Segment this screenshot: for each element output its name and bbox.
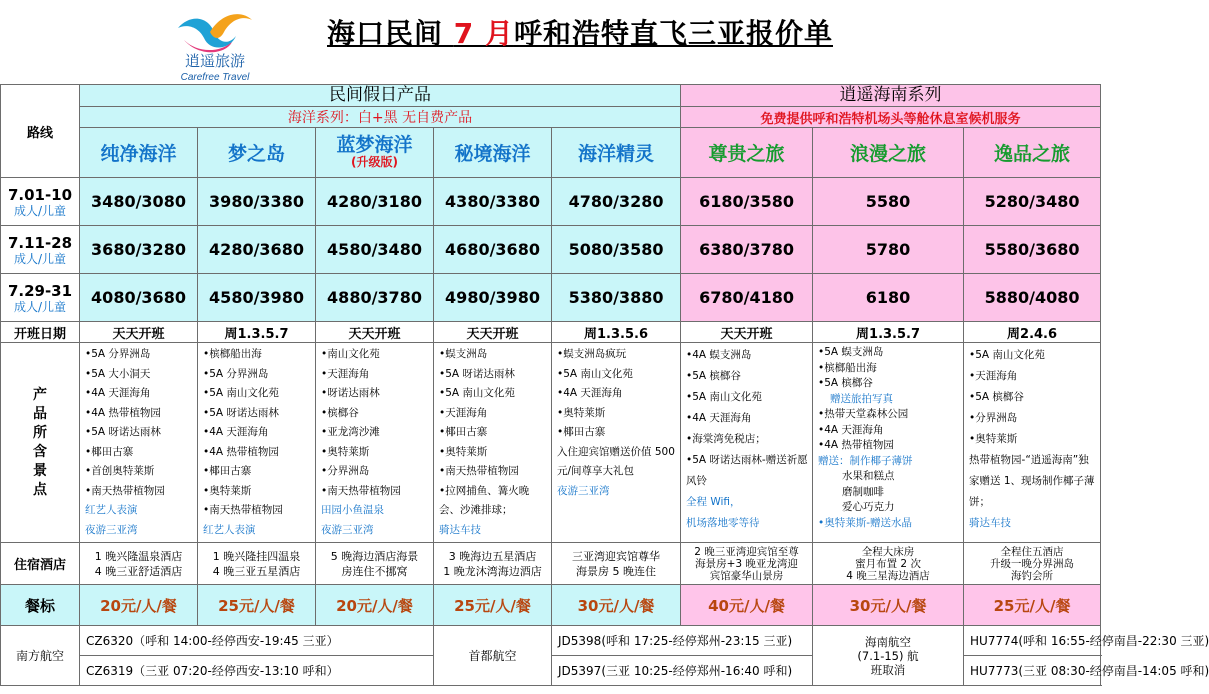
- features-cell-6: •4A 蜈支洲岛 •5A 槟榔谷 •5A 南山文化苑 •4A 天涯海角 •海棠湾免税店； •5A 呀诺达雨林-赠送祈愿风铃 全程 Wifi， 机场落地零等待: [681, 343, 813, 543]
- flight-hu7773: HU7773(三亚 08:30-经停南昌-14:05 呼和): [964, 656, 1101, 686]
- svg-text:Carefree Travel: Carefree Travel: [180, 72, 250, 83]
- route-label: 路线: [1, 85, 80, 178]
- features-cell-8: •5A 南山文化苑 •天涯海角 •5A 槟榔谷 •分界洲岛 •奥特莱斯 热带植物园-“逍遥海南”独家赠送 1、现场制作椰子薄饼； 骑达车技: [964, 343, 1101, 543]
- price-cell: 4580/3980: [198, 274, 316, 322]
- price-cell: 5580: [813, 178, 964, 226]
- hotel-cell: 5 晚海边酒店海景 房连住不挪窝: [316, 543, 434, 585]
- hotel-cell: 全程住五酒店 升级一晚分界洲岛 海钓会所: [964, 543, 1101, 585]
- hotel-label: 住宿酒店: [1, 543, 80, 585]
- capital-air-label: 首都航空: [434, 626, 552, 686]
- schedule-label: 开班日期: [1, 322, 80, 343]
- price-table: [0, 84, 1209, 686]
- xiaoyao-group-sub: 免费提供呼和浩特机场头等舱休息室候机服务: [681, 107, 1101, 128]
- south-air-label: 南方航空: [1, 626, 80, 686]
- product-name-3: 蓝梦海洋 (升级版): [316, 128, 434, 178]
- page-title: 海口民间 7 月呼和浩特直飞三亚报价单: [327, 17, 833, 50]
- minjian-group-title: 民间假日产品: [80, 85, 681, 107]
- price-cell: 4680/3680: [434, 226, 552, 274]
- price-cell: 5580/3680: [964, 226, 1101, 274]
- price-cell: 5080/3580: [552, 226, 681, 274]
- price-cell: 4280/3680: [198, 226, 316, 274]
- schedule-cell: 周1.3.5.6: [552, 322, 681, 343]
- meal-cell: 20元/人/餐: [80, 585, 198, 626]
- date-range-2: 7.11-28 成人/儿童: [1, 226, 80, 274]
- flight-cz6319: CZ6319（三亚 07:20-经停西安-13:10 呼和）: [80, 656, 434, 686]
- price-cell: 5380/3880: [552, 274, 681, 322]
- carefree-travel-logo: [170, 6, 260, 84]
- features-cell-3: •南山文化苑 •天涯海角 •呀诺达雨林 •槟榔谷 •亚龙湾沙滩 •奥特莱斯 •分界洲岛 •南天热带植物园 田园小鱼温泉 夜游三亚湾: [316, 343, 434, 543]
- price-cell: 5280/3480: [964, 178, 1101, 226]
- features-cell-7: •5A 蜈支洲岛 •槟榔船出海 •5A 槟榔谷 赠送旅拍写真 •热带天堂森林公园 •4A 天涯海角 •4A 热带植物园 赠送：制作椰子薄饼 水果和糕点 磨制咖啡 爱心巧克力 •奥特莱斯-赠送水晶: [813, 343, 964, 543]
- meal-cell: 25元/人/餐: [198, 585, 316, 626]
- schedule-cell: 天天开班: [80, 322, 198, 343]
- flight-jd5398: JD5398(呼和 17:25-经停郑州-23:15 三亚): [552, 626, 813, 656]
- price-cell: 4580/3480: [316, 226, 434, 274]
- product-name-1: 纯净海洋: [80, 128, 198, 178]
- xiaoyao-group-title: 逍遥海南系列: [681, 85, 1101, 107]
- price-cell: 5880/4080: [964, 274, 1101, 322]
- minjian-group-sub: 海洋系列：白+黑 无自费产品: [80, 107, 681, 128]
- price-cell: 4780/3280: [552, 178, 681, 226]
- price-cell: 4080/3680: [80, 274, 198, 322]
- price-cell: 5780: [813, 226, 964, 274]
- meal-cell: 20元/人/餐: [316, 585, 434, 626]
- meal-cell: 30元/人/餐: [813, 585, 964, 626]
- product-name-4: 秘境海洋: [434, 128, 552, 178]
- flight-cz6320: CZ6320（呼和 14:00-经停西安-19:45 三亚）: [80, 626, 434, 656]
- svg-text:逍遥旅游: 逍遥旅游: [184, 52, 246, 70]
- schedule-cell: 周1.3.5.7: [198, 322, 316, 343]
- price-cell: 4980/3980: [434, 274, 552, 322]
- product-name-8: 逸品之旅: [964, 128, 1101, 178]
- flight-jd5397: JD5397(三亚 10:25-经停郑州-16:40 呼和): [552, 656, 813, 686]
- meal-cell: 30元/人/餐: [552, 585, 681, 626]
- hotel-cell: 2 晚三亚湾迎宾馆至尊 海景房+3 晚亚龙湾迎 宾馆豪华山景房: [681, 543, 813, 585]
- flight-hu7774: HU7774(呼和 16:55-经停南昌-22:30 三亚): [964, 626, 1101, 656]
- schedule-cell: 周2.4.6: [964, 322, 1101, 343]
- price-cell: 4880/3780: [316, 274, 434, 322]
- features-cell-1: •5A 分界洲岛 •5A 大小洞天 •4A 天涯海角 •4A 热带植物园 •5A 呀诺达雨林 •椰田古寨 •首创奥特莱斯 •南天热带植物园 红艺人表演 夜游三亚湾: [80, 343, 198, 543]
- included-label: 产品所含景点: [1, 343, 80, 543]
- price-cell: 4380/3380: [434, 178, 552, 226]
- schedule-cell: 周1.3.5.7: [813, 322, 964, 343]
- hotel-cell: 三亚湾迎宾馆尊华 海景房 5 晚连住: [552, 543, 681, 585]
- features-cell-5: •蜈支洲岛疯玩 •5A 南山文化苑 •4A 天涯海角 •奥特莱斯 •椰田古寨 入住迎宾馆赠送价值 500 元/间尊享大礼包 夜游三亚湾: [552, 343, 681, 543]
- price-cell: 3680/3280: [80, 226, 198, 274]
- product-name-2: 梦之岛: [198, 128, 316, 178]
- hainan-air-label: 海南航空 (7.1-15) 航班取消: [813, 626, 964, 686]
- schedule-cell: 天天开班: [316, 322, 434, 343]
- hotel-cell: 全程大床房 蜜月布置 2 次 4 晚三星海边酒店: [813, 543, 964, 585]
- meal-label: 餐标: [1, 585, 80, 626]
- price-cell: 3980/3380: [198, 178, 316, 226]
- hotel-cell: 3 晚海边五星酒店 1 晚龙沐湾海边酒店: [434, 543, 552, 585]
- price-cell: 4280/3180: [316, 178, 434, 226]
- price-cell: 6380/3780: [681, 226, 813, 274]
- hotel-cell: 1 晚兴隆挂四温泉 4 晚三亚五星酒店: [198, 543, 316, 585]
- price-cell: 6180: [813, 274, 964, 322]
- schedule-cell: 天天开班: [434, 322, 552, 343]
- hotel-cell: 1 晚兴隆温泉酒店 4 晚三亚舒适酒店: [80, 543, 198, 585]
- price-cell: 6180/3580: [681, 178, 813, 226]
- price-cell: 3480/3080: [80, 178, 198, 226]
- product-name-5: 海洋精灵: [552, 128, 681, 178]
- product-name-6: 尊贵之旅: [681, 128, 813, 178]
- meal-cell: 25元/人/餐: [434, 585, 552, 626]
- features-cell-4: •蜈支洲岛 •5A 呀诺达雨林 •5A 南山文化苑 •天涯海角 •椰田古寨 •奥特莱斯 •南天热带植物园 •拉网捕鱼、篝火晚会、沙滩排球； 骑达车技: [434, 343, 552, 543]
- price-cell: 6780/4180: [681, 274, 813, 322]
- date-range-1: 7.01-10 成人/儿童: [1, 178, 80, 226]
- schedule-cell: 天天开班: [681, 322, 813, 343]
- product-name-7: 浪漫之旅: [813, 128, 964, 178]
- meal-cell: 25元/人/餐: [964, 585, 1101, 626]
- meal-cell: 40元/人/餐: [681, 585, 813, 626]
- features-cell-2: •槟榔船出海 •5A 分界洲岛 •5A 南山文化苑 •5A 呀诺达雨林 •4A 天涯海角 •4A 热带植物园 •椰田古寨 •奥特莱斯 •南天热带植物园 红艺人表演: [198, 343, 316, 543]
- date-range-3: 7.29-31 成人/儿童: [1, 274, 80, 322]
